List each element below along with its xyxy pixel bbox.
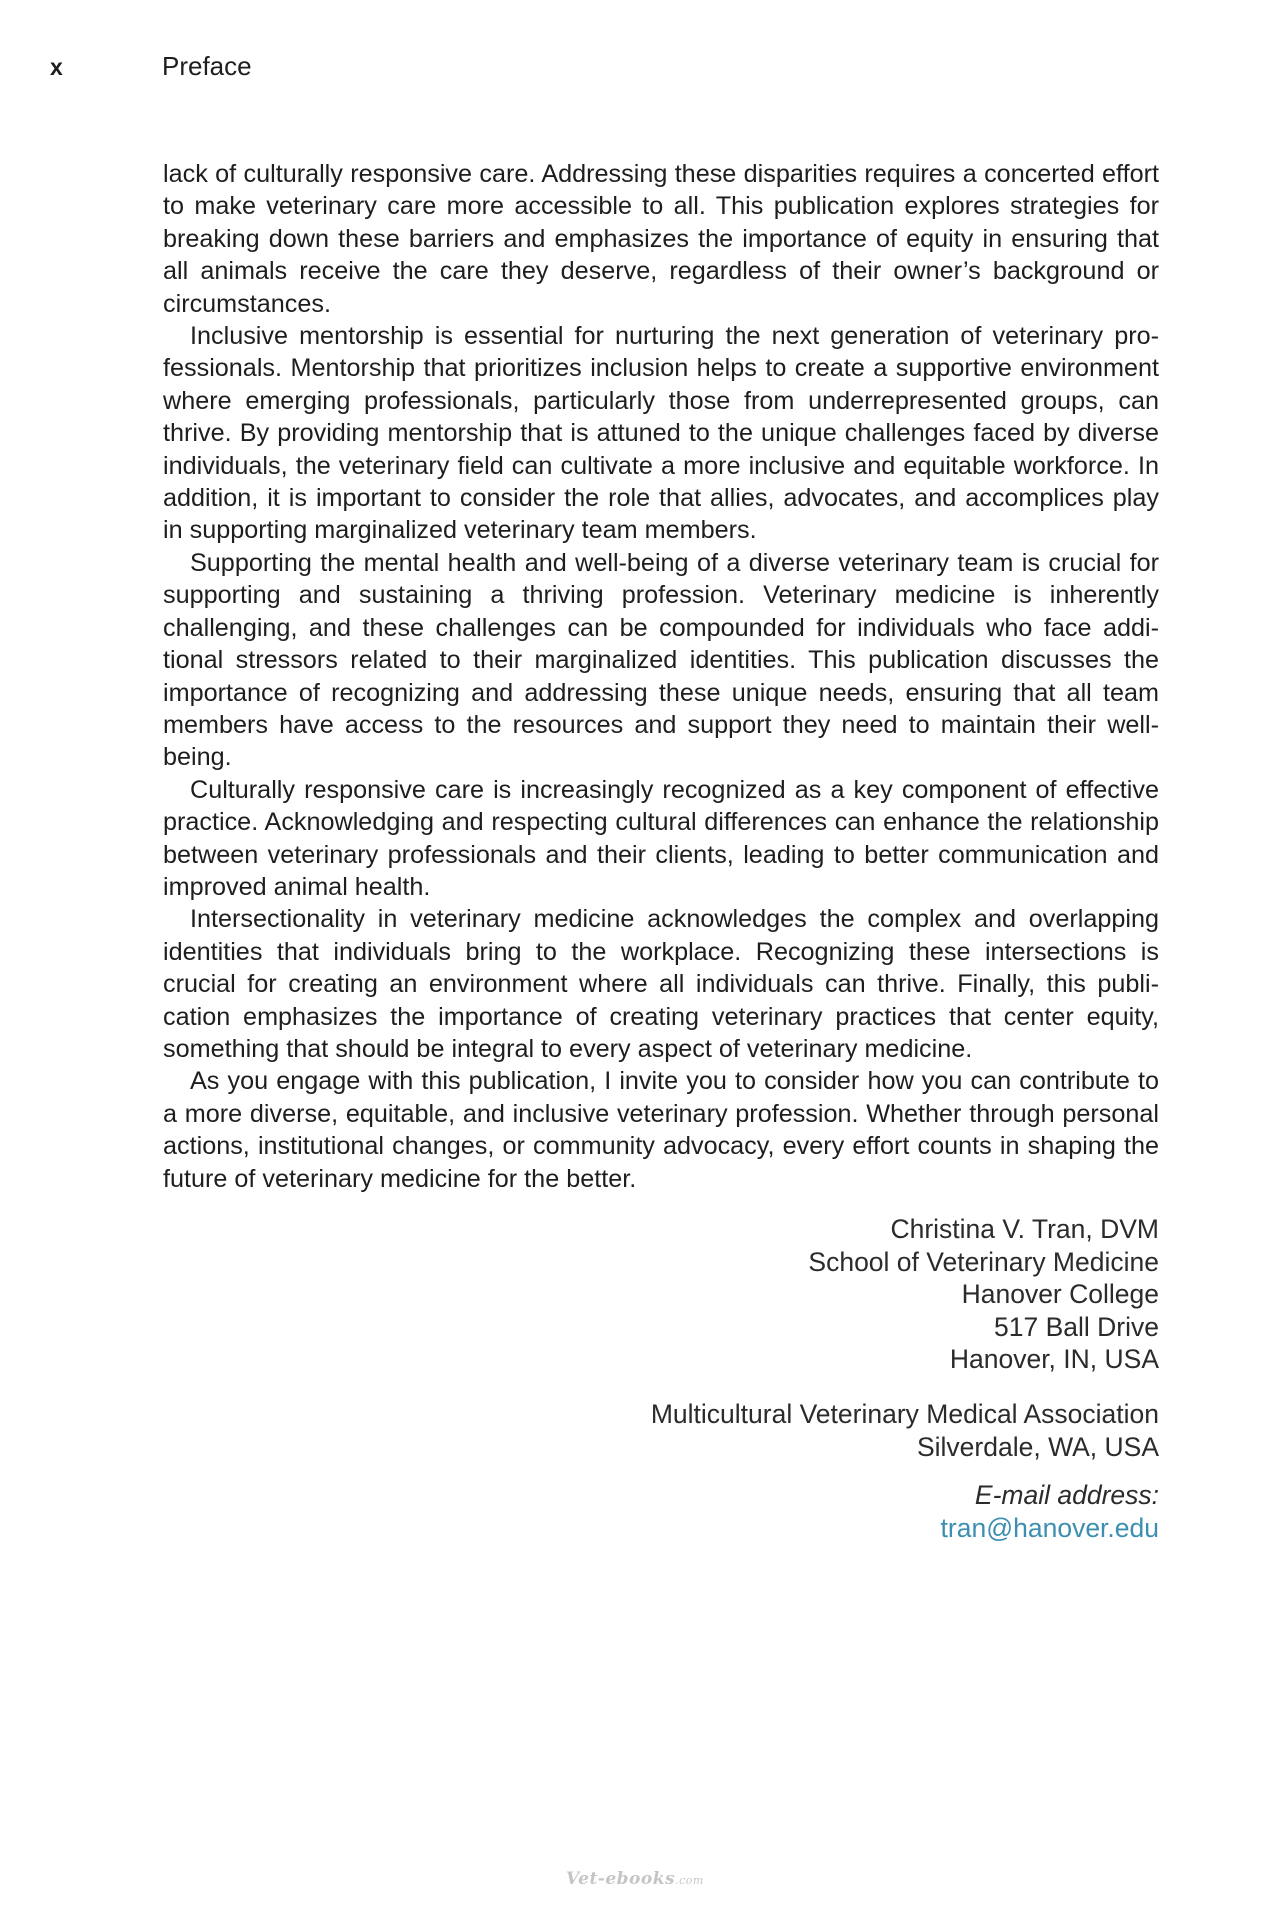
email-label: E-mail address:: [974, 1480, 1159, 1510]
watermark-brand: Vet-ebooks: [566, 1869, 676, 1889]
contact-block: [941, 1479, 1159, 1544]
affiliation-line: Multicultural Veterinary Medical Association: [650, 1399, 1159, 1429]
running-head: Preface: [162, 51, 252, 81]
paragraph: Culturally responsive care is increasingly recognized as a key component of effective practice. Acknowledging and respecting cultural differences can enhance the relationship between veterinary professionals and their clients, leading to better communication and improved animal health.: [163, 775, 1159, 901]
affiliation-line: Hanover, IN, USA: [949, 1344, 1159, 1374]
affiliation-line: Hanover College: [961, 1279, 1159, 1309]
email-link[interactable]: tran@hanover.edu: [940, 1512, 1159, 1543]
second-affiliation: [651, 1398, 1159, 1463]
paragraph: Inclusive mentorship is essential for nurturing the next generation of veterinary professionals. Mentorship that prioritizes inclusion helps to create a supportive environment where emerging professionals, particularly those from underrepresented groups, can thrive. By providing mentorship that is attuned to the unique challenges faced by diverse individuals, the veterinary field can cultivate a more inclusive and equitable workforce. In addition, it is important to consider the role that allies, advocates, and accomplices play in supporting marginalized veterinary team members.: [163, 322, 1159, 545]
paragraph: Supporting the mental health and well-being of a diverse veterinary team is crucial for supporting and sustaining a thriving profession. Veterinary medicine is inherently challenging, and these challenges can be compounded for individuals who face additional stressors related to their marginalized identities. This publication discusses the importance of recognizing and addressing these unique needs, ensuring that all team members have access to the resources and support they need to maintain their well-being.: [163, 548, 1159, 772]
author-name: Christina V. Tran, DVM: [890, 1214, 1159, 1244]
paragraph: lack of culturally responsive care. Addressing these disparities requires a concerted effort to make veterinary care more accessible to all. This publication explores strategies for breaking down these barriers and emphasizes the importance of equity in ensuring that all animals receive the care they deserve, regardless of their owner’s background or circumstances.: [163, 160, 1159, 318]
affiliation-line: School of Veterinary Medicine: [808, 1246, 1159, 1277]
watermark-suffix: .com: [675, 1874, 704, 1887]
affiliation-line: 517 Ball Drive: [994, 1311, 1159, 1342]
preface-body: [163, 158, 1159, 1195]
affiliation-line: Silverdale, WA, USA: [916, 1431, 1159, 1462]
paragraph: As you engage with this publication, I invite you to consider how you can contribute to a more diverse, equitable, and inclusive veterinary profession. Whether through personal actions, institutional changes, or community advocacy, every effort counts in shaping the future of veterinary medicine for the better.: [163, 1067, 1159, 1193]
watermark-logo: [566, 1869, 704, 1889]
paragraph: Intersectionality in veterinary medicine acknowledges the complex and overlapping identities that individuals bring to the workplace. Recognizing these intersections is crucial for creating an environment where all individuals can thrive. Finally, this publication emphasizes the importance of creating veterinary practices that center equity, something that should be integral to every aspect of veterinary medicine.: [163, 905, 1159, 1063]
signature-block: [808, 1213, 1159, 1376]
page-number: x: [50, 54, 63, 80]
